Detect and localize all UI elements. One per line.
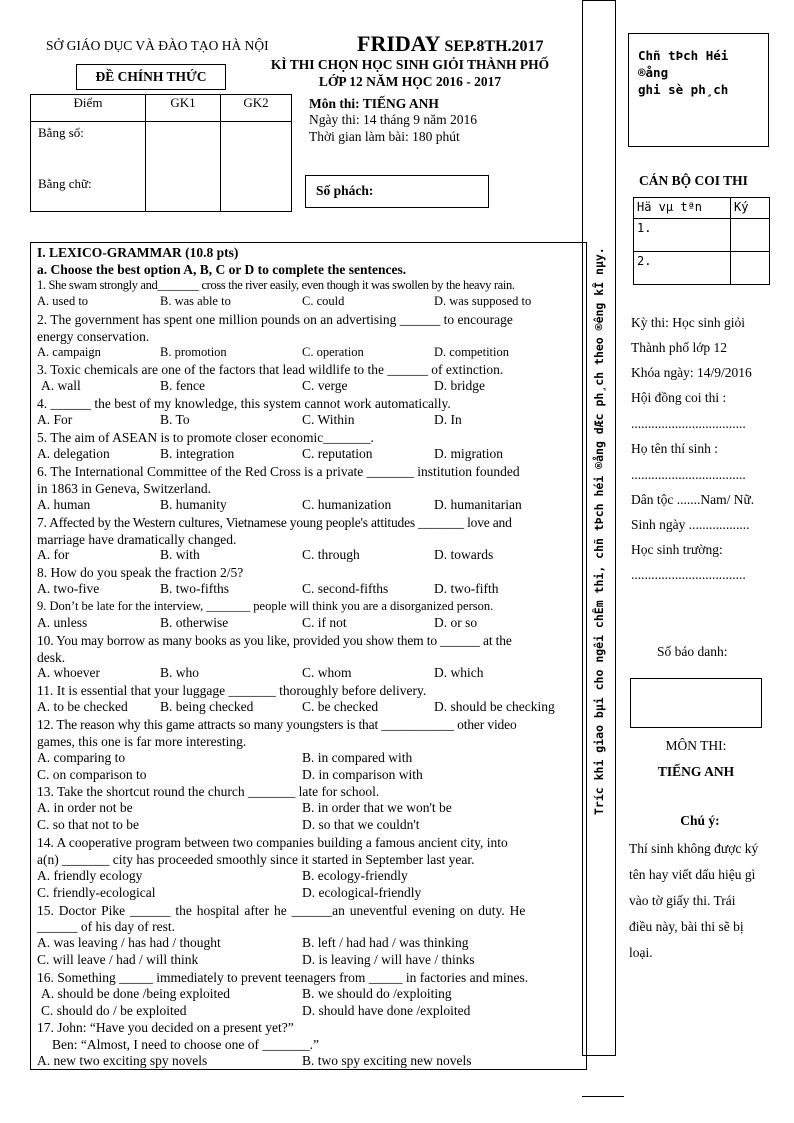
date-heading [357,31,544,57]
q8-option-b[interactable]: B. two-fifths [160,581,229,596]
so-phach-record-text [638,47,766,98]
q5-option-b[interactable]: B. integration [160,446,235,461]
q10-option-d[interactable]: D. which [434,665,484,680]
question-1: 1. She swam strongly and_______ cross the river easily, even though it was swollen by the heavy rain. [37,278,515,292]
q11-option-c[interactable]: C. be checked [302,699,379,714]
q5-option-a[interactable]: A. delegation [37,446,110,461]
ethnicity-gender: Dân tộc .......Nam/ Nữ. [631,492,755,507]
q1-option-d[interactable]: D. was supposed to [434,294,532,308]
q9-option-d[interactable]: D. or so [434,615,478,630]
question-10-line-1: 10. You may borrow as many books as you like, provided you show them to ______ at the [37,633,512,648]
q9-option-a[interactable]: A. unless [37,615,88,630]
note-title: Chú ý: [680,813,720,828]
question-2-line-2: energy conservation. [37,329,150,344]
q4-option-a[interactable]: A. For [37,412,73,427]
exam-title-line-1: KÌ THI CHỌN HỌC SINH GIỎI THÀNH PHỐ [270,57,550,72]
q16-option-c[interactable]: C. should do / be exploited [41,1003,187,1018]
birthday: Sinh ngày .................. [631,517,750,532]
q17-option-b[interactable]: B. two spy exciting new novels [302,1053,472,1068]
q13-option-d[interactable]: D. so that we couldn't [302,817,420,832]
question-10-line-2: desk. [37,650,66,665]
candidate-number-label: Số báo danh: [657,644,728,659]
q11-option-b[interactable]: B. being checked [160,699,254,714]
q10-option-c[interactable]: C. whom [302,665,352,680]
question-8: 8. How do you speak the fraction 2/5? [37,565,244,580]
question-3: 3. Toxic chemicals are one of the factors that lead wildlife to the ______ of extinction. [37,362,504,377]
section-instruction: a. Choose the best option A, B, C or D to complete the sentences. [37,262,407,277]
so-phach-record-line-3: ghi sè ph¸ch [638,82,729,97]
school-dots[interactable]: .................................. [631,567,746,582]
so-phach-box [305,175,489,208]
question-9: 9. Don’t be late for the interview, _______ people will think you are a disorganized person. [37,599,494,613]
question-16: 16. Something _____ immediately to prevent teenagers from _____ in factories and mines. [37,970,529,985]
q7-option-d[interactable]: D. towards [434,547,494,562]
date-day: FRIDAY [357,31,441,56]
exam-duration: Thời gian làm bài: 180 phút [309,129,460,144]
q17-option-a[interactable]: A. new two exciting spy novels [37,1053,208,1068]
score-table [30,94,292,212]
q14-option-d[interactable]: D. ecological-friendly [302,885,422,900]
q13-option-a[interactable]: A. in order not be [37,800,133,815]
so-phach-label: Số phách: [316,183,374,198]
council-label: Hội đồng coi thi : [631,390,727,405]
so-phach-record-line-1: Chñ tÞch Héi [638,48,729,63]
supervisors-table [633,197,770,285]
so-phach-record-line-2: ®ång [638,65,669,80]
q16-option-a[interactable]: A. should be done /being exploited [41,986,230,1001]
q2-option-c[interactable]: C. operation [302,345,364,359]
q6-option-c[interactable]: C. humanization [302,497,392,512]
supervisor-row-2[interactable]: 2. [634,252,731,285]
q12-option-d[interactable]: D. in comparison with [302,767,423,782]
score-header-gk1: GK1 [146,95,221,122]
council-dots[interactable]: .................................. [631,416,746,431]
question-6-line-2: in 1863 in Geneva, Switzerland. [37,481,211,496]
q8-option-d[interactable]: D. two-fifth [434,581,499,596]
note-line-5: loại. [629,945,653,960]
question-17-line-1: 17. John: “Have you decided on a present yet?” [37,1020,294,1035]
q16-option-b[interactable]: B. we should do /exploiting [302,986,452,1001]
question-13: 13. Take the shortcut round the church _______ late for school. [37,784,380,799]
q9-option-b[interactable]: B. otherwise [160,615,229,630]
q11-option-a[interactable]: A. to be checked [37,699,128,714]
exam-title-line-2: LỚP 12 NĂM HỌC 2016 - 2017 [318,74,502,89]
department-name: SỞ GIÁO DỤC VÀ ĐÀO TẠO HÀ NỘI [46,38,269,53]
q6-option-a[interactable]: A. human [37,497,91,512]
score-in-words-label: Bằng chữ: [38,176,92,191]
question-14-line-2: a(n) _______ city has proceeded smoothly since it started in September last year. [37,852,475,867]
candidate-number-box[interactable] [630,678,762,728]
note-line-3: vào tờ giấy thi. Trái [629,893,736,908]
q6-option-b[interactable]: B. humanity [160,497,227,512]
question-15-line-2: ______ of his day of rest. [37,919,175,934]
q9-option-c[interactable]: C. if not [302,615,347,630]
supervisor-sign-header: Ký [731,198,770,219]
q13-option-c[interactable]: C. so that not to be [37,817,139,832]
q6-option-d[interactable]: D. humanitarian [434,497,522,512]
note-line-1: Thí sinh không được ký [629,841,759,856]
exam-date: Ngày thi: 14 tháng 9 năm 2016 [309,112,477,127]
supervisor-name-header: Hä vµ tªn [634,198,731,219]
q1-option-c[interactable]: C. could [302,294,345,308]
exam-name-line-1: Kỳ thi: Học sinh giỏi [631,315,745,330]
supervisors-title: CÁN BỘ COI THI [639,173,748,188]
q5-option-c[interactable]: C. reputation [302,446,373,461]
q14-option-a[interactable]: A. friendly ecology [37,868,143,883]
subject-value: TIẾNG ANH [657,764,735,779]
q8-option-c[interactable]: C. second-fifths [302,581,389,596]
section-title: I. LEXICO-GRAMMAR (10.8 pts) [37,245,239,260]
q3-option-a[interactable]: A. wall [41,378,81,393]
exam-name-line-2: Thành phố lớp 12 [631,340,728,355]
q16-option-d[interactable]: D. should have done /exploited [302,1003,471,1018]
q4-option-b[interactable]: B. To [160,412,190,427]
q13-option-b[interactable]: B. in order that we won't be [302,800,452,815]
candidate-name-dots[interactable]: .................................. [631,467,746,482]
q12-option-c[interactable]: C. on comparison to [37,767,147,782]
q3-option-d[interactable]: D. bridge [434,378,485,393]
note-line-2: tên hay viết dấu hiệu gì [629,867,756,882]
q10-option-a[interactable]: A. whoever [37,665,100,680]
q4-option-d[interactable]: D. In [434,412,462,427]
school-label: Học sinh trường: [631,542,723,557]
score-in-numbers-label: Bằng số: [38,125,84,140]
question-12-line-1: 12. The reason why this game attracts so many youngsters is that ___________ other video [37,717,517,732]
score-cell-gk2[interactable] [221,122,292,212]
question-14-line-1: 14. A cooperative program between two companies building a famous ancient city, into [37,835,508,850]
date-rest: SEP.8TH.2017 [440,38,544,55]
q12-option-a[interactable]: A. comparing to [37,750,126,765]
q12-option-b[interactable]: B. in compared with [302,750,413,765]
q7-option-a[interactable]: A. for [37,547,70,562]
cut-line-instruction: Tríc khi giao bµi cho ngêi chÊm thi, chñ tÞch héi ®ång dÆc ph¸ch theo ®êng kÎ nµy. [592,247,606,815]
question-15-line-1: 15. Doctor Pike ______ the hospital after he ______an uneventful evening on duty. He [37,903,526,918]
q4-option-c[interactable]: C. Within [302,412,355,427]
supervisor-sign-1[interactable] [731,219,770,252]
q14-option-b[interactable]: B. ecology-friendly [302,868,408,883]
q15-option-b[interactable]: B. left / had had / was thinking [302,935,469,950]
q15-option-d[interactable]: D. is leaving / will have / thinks [302,952,475,967]
q14-option-c[interactable]: C. friendly-ecological [37,885,156,900]
question-6-line-1: 6. The International Committee of the Red Cross is a private _______ institution founded [37,464,520,479]
q10-option-b[interactable]: B. who [160,665,200,680]
q2-option-b[interactable]: B. promotion [160,345,227,359]
question-17-line-2: Ben: “Almost, I need to choose one of _______.” [52,1037,319,1052]
note-line-4: điều này, bài thi sẽ bị [629,919,744,934]
exam-day: Khóa ngày: 14/9/2016 [631,365,752,380]
q7-option-c[interactable]: C. through [302,547,360,562]
q1-option-b[interactable]: B. was able to [160,294,231,308]
q15-option-c[interactable]: C. will leave / had / will think [37,952,199,967]
official-exam-badge: ĐỀ CHÍNH THỨC [76,64,226,90]
note-text [629,836,779,966]
q3-option-c[interactable]: C. verge [302,378,348,393]
q11-option-d[interactable]: D. should be checking [434,699,555,714]
supervisor-sign-2[interactable] [731,252,770,285]
score-header-gk2: GK2 [221,95,292,122]
subject-label: MÔN THI: [665,738,727,753]
exam-subject: Môn thi: TIẾNG ANH [309,96,439,111]
q15-option-a[interactable]: A. was leaving / has had / thought [37,935,221,950]
bottom-rule [582,1096,624,1097]
question-4: 4. ______ the best of my knowledge, this system cannot work automatically. [37,396,451,411]
q2-option-a[interactable]: A. campaign [37,345,101,359]
question-12-line-2: games, this one is far more interesting. [37,734,247,749]
candidate-name-label: Họ tên thí sinh : [631,441,718,456]
exam-title [250,56,570,90]
question-5: 5. The aim of ASEAN is to promote closer economic_______. [37,430,374,445]
score-cell-gk1[interactable] [146,122,221,212]
supervisor-row-1[interactable]: 1. [634,219,731,252]
q2-option-d[interactable]: D. competition [434,345,509,359]
q5-option-d[interactable]: D. migration [434,446,503,461]
question-7-line-1: 7. Affected by the Western cultures, Vietnamese young people's attitudes _______ love and [37,515,512,530]
question-11: 11. It is essential that your luggage _______ thoroughly before delivery. [37,683,427,698]
q3-option-b[interactable]: B. fence [160,378,205,393]
score-header-points: Điểm [31,95,146,122]
question-7-line-2: marriage have dramatically changed. [37,532,237,547]
q8-option-a[interactable]: A. two-five [37,581,100,596]
q7-option-b[interactable]: B. with [160,547,200,562]
q1-option-a[interactable]: A. used to [37,294,89,308]
question-2-line-1: 2. The government has spent one million pounds on an advertising ______ to encourage [37,312,513,327]
